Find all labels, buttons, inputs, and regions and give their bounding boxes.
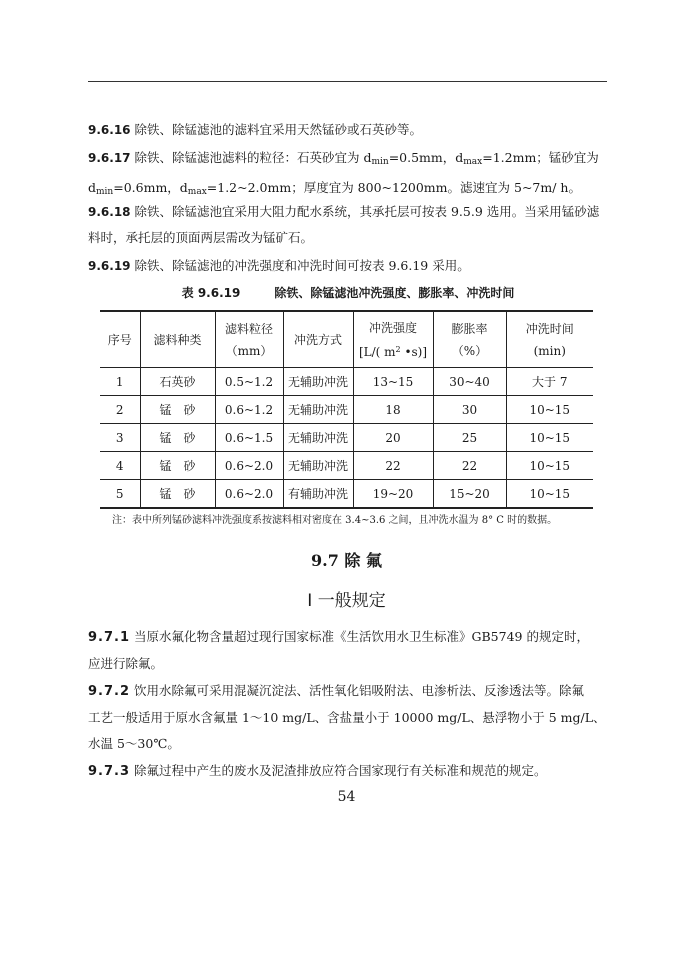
clause-text: 水温 5～30℃。 bbox=[88, 736, 180, 751]
table-row bbox=[100, 480, 593, 509]
clause-text: d bbox=[88, 180, 97, 195]
subscript-max: max bbox=[187, 187, 207, 197]
clause-text: 应进行除氟。 bbox=[88, 656, 164, 671]
header-expansion-line2: （%） bbox=[451, 343, 488, 358]
table-title: 除铁、除锰滤池冲洗强度、膨胀率、冲洗时间 bbox=[274, 286, 515, 300]
clause-9-6-16 bbox=[88, 117, 608, 143]
header-seq: 序号 bbox=[100, 311, 140, 368]
clause-text: 除铁、除锰滤池滤料的粒径：石英砂宜为 d bbox=[134, 150, 372, 165]
subscript-min: min bbox=[96, 187, 114, 197]
table-number: 表 9.6.19 bbox=[181, 286, 241, 300]
subscript-max: max bbox=[463, 157, 483, 167]
clause-number: 9.6.18 bbox=[88, 205, 131, 219]
cell-intensity: 18 bbox=[353, 396, 433, 424]
clause-text: 当原水氟化物含量超过现行国家标准《生活饮用水卫生标准》GB5749 的规定时， bbox=[134, 629, 589, 644]
clause-number: 9.7.1 bbox=[88, 630, 131, 645]
cell-seq: 2 bbox=[100, 396, 140, 424]
clause-text: =0.5mm，d bbox=[388, 150, 464, 165]
cell-time: 10~15 bbox=[506, 424, 593, 452]
header-size bbox=[215, 311, 283, 368]
header-time bbox=[506, 311, 593, 368]
cell-intensity: 13~15 bbox=[353, 368, 433, 396]
clause-9-6-18 bbox=[88, 199, 608, 251]
header-expansion bbox=[433, 311, 506, 368]
clause-text: 除铁、除锰滤池的冲洗强度和冲洗时间可按表 9.6.19 采用。 bbox=[134, 258, 470, 273]
cell-expansion: 30~40 bbox=[433, 368, 506, 396]
cell-method: 无辅助冲洗 bbox=[283, 452, 353, 480]
header-method: 冲洗方式 bbox=[283, 311, 353, 368]
clause-text: =1.2mm；锰砂宜为 bbox=[482, 150, 599, 165]
clause-9-7-3 bbox=[88, 758, 608, 785]
cell-seq: 5 bbox=[100, 480, 140, 509]
cell-intensity: 20 bbox=[353, 424, 433, 452]
cell-size: 0.6~1.5 bbox=[215, 424, 283, 452]
cell-size: 0.6~1.2 bbox=[215, 396, 283, 424]
header-intensity bbox=[353, 311, 433, 368]
header-time-line2: (min) bbox=[533, 343, 566, 358]
clause-text: 饮用水除氟可采用混凝沉淀法、活性氧化铝吸附法、电渗析法、反渗透法等。除氟 bbox=[134, 683, 585, 698]
cell-expansion: 30 bbox=[433, 396, 506, 424]
page-number: 54 bbox=[337, 789, 356, 805]
header-size-line2: （mm） bbox=[225, 343, 273, 358]
clause-text: =0.6mm，d bbox=[113, 180, 188, 195]
clause-text: =1.2~2.0mm；厚度宜为 800~1200mm。滤速宜为 5~7m/ h。 bbox=[206, 180, 581, 195]
header-intensity-sup: 2 bbox=[395, 344, 401, 354]
cell-media: 锰 砂 bbox=[140, 452, 215, 480]
cell-time: 10~15 bbox=[506, 396, 593, 424]
cell-seq: 1 bbox=[100, 368, 140, 396]
cell-method: 有辅助冲洗 bbox=[283, 480, 353, 509]
header-intensity-unit: •s)] bbox=[400, 344, 428, 359]
cell-seq: 4 bbox=[100, 452, 140, 480]
header-intensity-line1: 冲洗强度 bbox=[368, 320, 417, 335]
cell-size: 0.6~2.0 bbox=[215, 480, 283, 509]
clause-text: 除氟过程中产生的废水及泥渣排放应符合国家现行有关标准和规范的规定。 bbox=[134, 763, 547, 778]
table-note: 注：表中所列锰砂滤料冲洗强度系按滤料相对密度在 3.4~3.6 之间，且冲洗水温为 8° C 时的数据。 bbox=[112, 515, 558, 526]
subscript-min: min bbox=[371, 157, 389, 167]
cell-intensity: 22 bbox=[353, 452, 433, 480]
cell-method: 无辅助冲洗 bbox=[283, 368, 353, 396]
table-caption bbox=[88, 284, 608, 301]
table-row bbox=[100, 396, 593, 424]
clause-9-7-2 bbox=[88, 678, 608, 757]
clause-number: 9.6.17 bbox=[88, 151, 131, 165]
clause-number: 9.6.19 bbox=[88, 259, 131, 273]
cell-method: 无辅助冲洗 bbox=[283, 424, 353, 452]
clause-9-7-1 bbox=[88, 624, 608, 677]
clause-text: 除铁、除锰滤池的滤料宜采用天然锰砂或石英砂等。 bbox=[134, 122, 423, 137]
clause-text: 工艺一般适用于原水含氟量 1～10 mg/L、含盐量小于 10000 mg/L、悬浮物小于 5 mg/L、 bbox=[88, 710, 606, 725]
cell-time: 10~15 bbox=[506, 452, 593, 480]
table-header-row bbox=[100, 311, 593, 368]
header-time-line1: 冲洗时间 bbox=[525, 321, 574, 336]
clause-9-6-17 bbox=[88, 145, 608, 205]
cell-method: 无辅助冲洗 bbox=[283, 396, 353, 424]
clause-number: 9.7.2 bbox=[88, 684, 131, 699]
section-subtitle: Ⅰ 一般规定 bbox=[307, 591, 386, 611]
header-rule bbox=[88, 81, 607, 82]
cell-size: 0.6~2.0 bbox=[215, 452, 283, 480]
backwash-table bbox=[100, 310, 593, 509]
cell-media: 锰 砂 bbox=[140, 480, 215, 509]
table-row bbox=[100, 452, 593, 480]
cell-time: 10~15 bbox=[506, 480, 593, 509]
clause-9-6-19 bbox=[88, 253, 608, 279]
cell-seq: 3 bbox=[100, 424, 140, 452]
cell-time: 大于 7 bbox=[506, 368, 593, 396]
cell-media: 锰 砂 bbox=[140, 396, 215, 424]
cell-media: 锰 砂 bbox=[140, 424, 215, 452]
header-intensity-unit: [L/( m bbox=[358, 344, 396, 359]
clause-text: 除铁、除锰滤池宜采用大阻力配水系统，其承托层可按表 9.5.9 选用。当采用锰砂滤 bbox=[134, 204, 600, 219]
cell-size: 0.5~1.2 bbox=[215, 368, 283, 396]
cell-expansion: 25 bbox=[433, 424, 506, 452]
section-title: 9.7 除 氟 bbox=[311, 551, 382, 570]
clause-text: 料时，承托层的顶面两层需改为锰矿石。 bbox=[88, 230, 314, 245]
cell-expansion: 15~20 bbox=[433, 480, 506, 509]
table-row bbox=[100, 368, 593, 396]
header-size-line1: 滤料粒径 bbox=[224, 321, 273, 336]
table-row bbox=[100, 424, 593, 452]
clause-number: 9.7.3 bbox=[88, 764, 131, 779]
clause-number: 9.6.16 bbox=[88, 123, 131, 137]
header-expansion-line1: 膨胀率 bbox=[451, 321, 488, 336]
cell-media: 石英砂 bbox=[140, 368, 215, 396]
cell-expansion: 22 bbox=[433, 452, 506, 480]
cell-intensity: 19~20 bbox=[353, 480, 433, 509]
header-media: 滤料种类 bbox=[140, 311, 215, 368]
